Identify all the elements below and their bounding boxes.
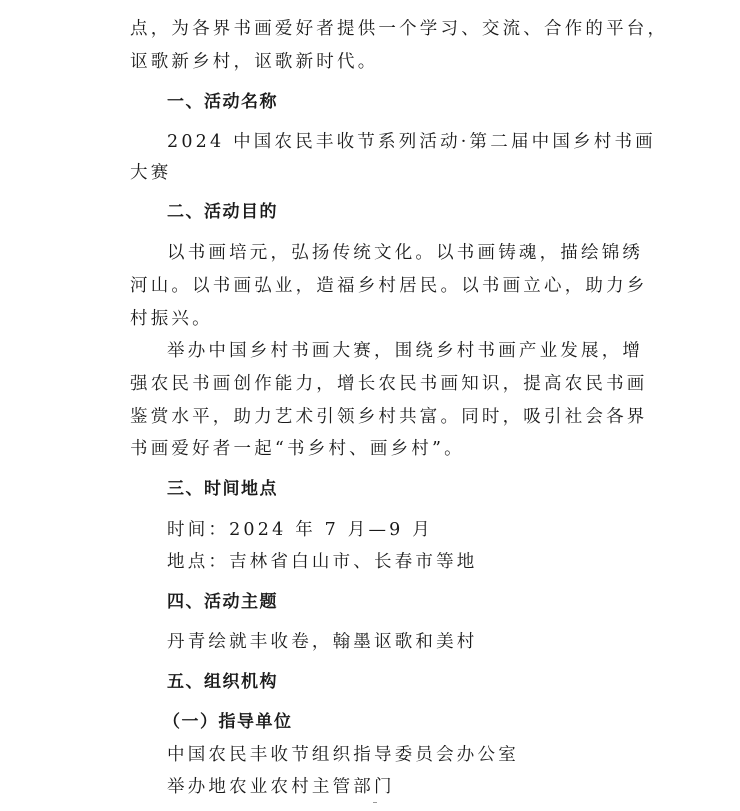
section-heading-activity-purpose: 二、活动目的 xyxy=(167,202,278,222)
time-line: 时间：2024 年 7 月—9 月 xyxy=(167,520,433,540)
place-line: 地点：吉林省白山市、长春市等地 xyxy=(167,552,478,572)
section-heading-theme: 四、活动主题 xyxy=(167,592,278,612)
purpose-para2-line-2: 强农民书画创作能力，增长农民书画知识，提高农民书画 xyxy=(130,374,648,394)
activity-name-line-2: 大赛 xyxy=(130,163,172,183)
section-heading-activity-name: 一、活动名称 xyxy=(167,92,278,112)
section-heading-organization: 五、组织机构 xyxy=(167,672,278,692)
intro-line-2: 讴歌新乡村，讴歌新时代。 xyxy=(130,52,379,72)
activity-name-line-1: 2024 中国农民丰收节系列活动·第二届中国乡村书画 xyxy=(167,132,656,152)
guiding-unit-line-2: 举办地农业农村主管部门 xyxy=(167,777,395,797)
guiding-unit-line-1: 中国农民丰收节组织指导委员会办公室 xyxy=(167,745,519,765)
purpose-para2-line-1: 举办中国乡村书画大赛，围绕乡村书画产业发展，增 xyxy=(167,341,644,361)
purpose-para2-line-3: 鉴赏水平，助力艺术引领乡村共富。同时，吸引社会各界 xyxy=(130,407,648,427)
subheading-guiding-unit: （一）指导单位 xyxy=(163,712,293,732)
intro-line-1: 点，为各界书画爱好者提供一个学习、交流、合作的平台， xyxy=(130,19,669,39)
purpose-para1-line-1: 以书画培元，弘扬传统文化。以书画铸魂，描绘锦绣 xyxy=(167,243,644,263)
purpose-para1-line-3: 村振兴。 xyxy=(130,309,213,329)
purpose-para2-line-4: 书画爱好者一起“书乡村、画乡村”。 xyxy=(130,439,465,459)
section-heading-time-place: 三、时间地点 xyxy=(167,479,278,499)
purpose-para1-line-2: 河山。以书画弘业，造福乡村居民。以书画立心，助力乡 xyxy=(130,276,648,296)
theme-line: 丹青绘就丰收卷，翰墨讴歌和美村 xyxy=(167,632,478,652)
page-footer-mark xyxy=(373,802,377,807)
